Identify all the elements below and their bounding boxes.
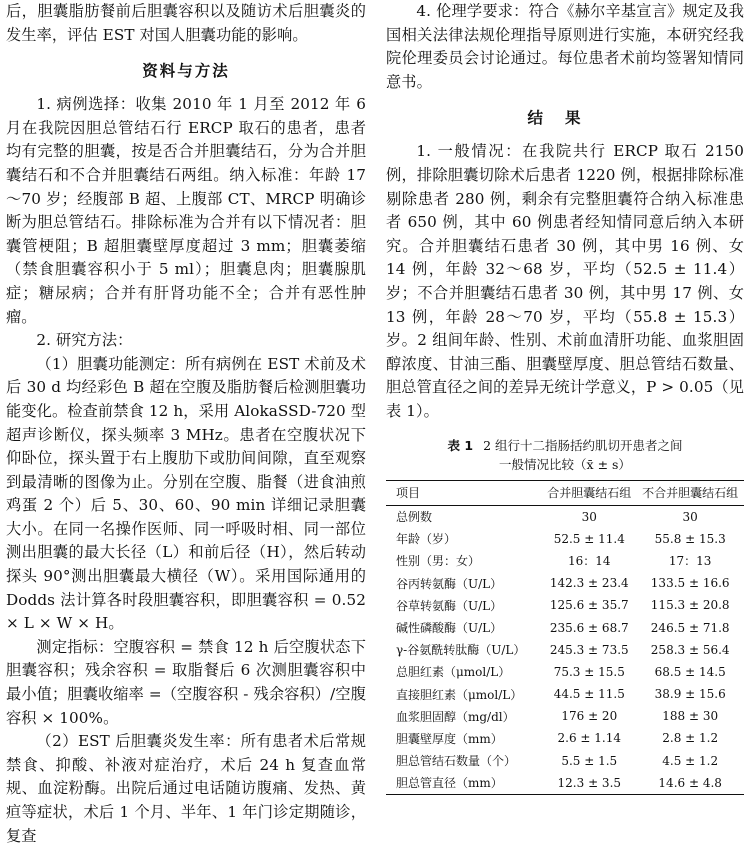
paragraph-methods-heading: 2. 研究方法：: [36, 331, 133, 350]
row-label: 血浆胆固醇（mg/dl）: [396, 709, 515, 724]
intro-continuation: 后，胆囊脂肪餐前后胆囊容积以及随访术后胆囊炎的发生率，评估 EST 对国人胆囊功能的影响。: [6, 2, 366, 44]
row-without-stones-value: 55.8 ± 15.3: [654, 531, 726, 546]
row-without-stones-value: 14.6 ± 4.8: [636, 772, 744, 795]
row-with-stones-value: 30: [581, 509, 597, 524]
row-with-stones-value: 245.3 ± 73.5: [549, 642, 629, 657]
table-row: [386, 727, 744, 749]
row-label: 谷丙转氨酶（U/L）: [396, 576, 503, 591]
table-row: [386, 683, 744, 705]
paragraph-ethics: 4. 伦理学要求：符合《赫尔辛基宣言》规定及我国相关法律法规伦理指导原则进行实施，本研究经我院伦理委员会讨论通过。每位患者术前均签署知情同意书。: [386, 2, 744, 91]
table-row: [386, 661, 744, 683]
row-without-stones-value: 30: [682, 509, 698, 524]
row-with-stones-value: 12.3 ± 3.5: [542, 772, 636, 795]
row-without-stones-value: 68.5 ± 14.5: [654, 664, 726, 679]
row-label: 胆囊壁厚度（mm）: [396, 731, 503, 746]
row-label: 总例数: [396, 510, 433, 525]
table-row: [386, 772, 744, 795]
row-with-stones-value: 44.5 ± 11.5: [553, 687, 625, 702]
table-row: [386, 572, 744, 594]
row-without-stones-value: 4.5 ± 1.2: [662, 753, 719, 768]
row-without-stones-value: 188 ± 30: [662, 709, 719, 724]
table-row: [386, 528, 744, 550]
paragraph-gallbladder-function: （1）胆囊功能测定：所有病例在 EST 术前及术后 30 d 均经彩色 B 超在空腹及脂肪餐后检测胆囊功能变化。检查前禁食 12 h，采用 AlokaSSD-720 型超声诊断仪，探头频率 3 MHz。患者在空腹状况下仰卧位，探头置于右上腹肋下或肋间间隙，直至观察到最清晰的图像为止。分别在空腹、脂餐（进食油煎鸡蛋 2 个）后 5、30、60、90 min 详细记录胆囊大小。在同一名操作医师、同一呼吸时相、同一部位测出胆囊的最大长径（L）和前后径（H），然后转动探头 90°测出胆囊最大横径（W）。采用国际通用的 Dodds 法计算各时段胆囊容积，即胆囊容积 = 0.52 × L × W × H。: [6, 354, 366, 633]
row-label: 总胆红素（μmol/L）: [396, 665, 511, 680]
paragraph-cholecystitis-rate: （2）EST 后胆囊炎发生率：所有患者术后常规禁食、抑酸、补液对症治疗，术后 24 h 复查血常规、血淀粉酶。出院后通过电话随访腹痛、发热、黄疸等症状，术后 1 个月、半年、1 年门诊定期随诊，复查: [6, 732, 366, 845]
table-caption-line2: 一般情况比较（x̄ ± s）: [499, 456, 631, 472]
right-column: [386, 0, 744, 795]
paragraph-measurement-indices: 测定指标：空腹容积 = 禁食 12 h 后空腹状态下胆囊容积；残余容积 = 取脂餐后 6 次测胆囊容积中最小值；胆囊收缩率 =（空腹容积 - 残余容积）/空腹容积 × 100%。: [6, 637, 366, 727]
row-label: 直接胆红素（μmol/L）: [396, 687, 523, 702]
baseline-table: [386, 480, 744, 795]
row-label: 性别（男：女）: [396, 554, 481, 569]
row-without-stones-value: 258.3 ± 56.4: [650, 642, 730, 657]
row-label: 碱性磷酸酶（U/L）: [396, 621, 503, 636]
table-header-row: [386, 480, 744, 505]
table-row: [386, 616, 744, 638]
row-without-stones-value: 246.5 ± 71.8: [650, 620, 730, 635]
table-row: [386, 639, 744, 661]
row-without-stones-value: 115.3 ± 20.8: [650, 598, 730, 613]
section-heading-results: 结果: [527, 109, 603, 128]
row-with-stones-value: 75.3 ± 15.5: [553, 664, 625, 679]
row-label: 年龄（岁）: [396, 532, 457, 547]
paragraph-case-selection: 1. 病例选择：收集 2010 年 1 月至 2012 年 6 月在我院因胆总管结石行 ERCP 取石的患者，患者均有完整的胆囊，按是否合并胆囊结石，分为合并胆囊结石和不合并胆囊结石两组。纳入标准：年龄 17～70 岁；经腹部 B 超、上腹部 CT、MRCP 明确诊断为胆总管结石。排除标准为合并有以下情况者：胆囊管梗阻；B 超胆囊壁厚度超过 3 mm；胆囊萎缩（禁食胆囊容积小于 5 ml）；胆囊息肉；胆囊腺肌症；糖尿病；合并有肝肾功能不全；合并有恶性肿瘤。: [6, 95, 366, 326]
row-label: 胆总管直径（mm）: [386, 772, 542, 795]
row-without-stones-value: 38.9 ± 15.6: [654, 687, 726, 702]
row-without-stones-value: 133.5 ± 16.6: [650, 576, 730, 591]
header-item: 项目: [386, 480, 542, 505]
table-row: [386, 550, 744, 572]
header-without-stones: 不合并胆囊结石组: [636, 480, 744, 505]
section-heading-methods: 资料与方法: [142, 62, 230, 81]
table-caption-line1: 2 组行十二指肠括约肌切开患者之间: [483, 437, 683, 453]
row-with-stones-value: 125.6 ± 35.7: [549, 598, 629, 613]
row-with-stones-value: 235.6 ± 68.7: [549, 620, 629, 635]
table-row: [386, 705, 744, 727]
row-label: 谷草转氨酶（U/L）: [396, 598, 503, 613]
row-label: 胆总管结石数量（个）: [396, 754, 517, 769]
table-row: [386, 594, 744, 616]
row-with-stones-value: 2.6 ± 1.14: [557, 731, 622, 746]
row-label: γ-谷氨酰转肽酶（U/L）: [396, 643, 526, 658]
left-column: [6, 0, 366, 848]
header-with-stones: 合并胆囊结石组: [542, 480, 636, 505]
table-caption: [386, 436, 744, 474]
row-with-stones-value: 176 ± 20: [561, 709, 618, 724]
table-row: [386, 750, 744, 772]
row-with-stones-value: 52.5 ± 11.4: [553, 531, 625, 546]
row-with-stones-value: 142.3 ± 23.4: [549, 576, 629, 591]
row-without-stones-value: 2.8 ± 1.2: [662, 731, 719, 746]
row-with-stones-value: 5.5 ± 1.5: [561, 753, 618, 768]
row-with-stones-value: 16：14: [568, 554, 611, 569]
table-row: [386, 505, 744, 528]
row-without-stones-value: 17：13: [668, 554, 712, 569]
paragraph-general-info: 1. 一般情况：在我院共行 ERCP 取石 2150 例，排除胆囊切除术后患者 1220 例，根据排除标准剔除患者 280 例，剩余有完整胆囊符合纳入标准患者 650 例，其中 60 例患者经知情同意后纳入本研究。合并胆囊结石患者 30 例，其中男 16 例、女 14 例，年龄 32～68 岁，平均（52.5 ± 11.4）岁；不合并胆囊结石患者 30 例，其中男 17 例、女 13 例，年龄 28～70 岁，平均（55.8 ± 15.3）岁。2 组间年龄、性别、术前血清肝功能、血浆胆固醇浓度、甘油三酯、胆囊壁厚度、胆总管结石数量、胆总管直径之间的差异无统计学意义，P > 0.05（见表 1）。: [386, 142, 744, 420]
table-label: 表 1: [447, 437, 474, 453]
